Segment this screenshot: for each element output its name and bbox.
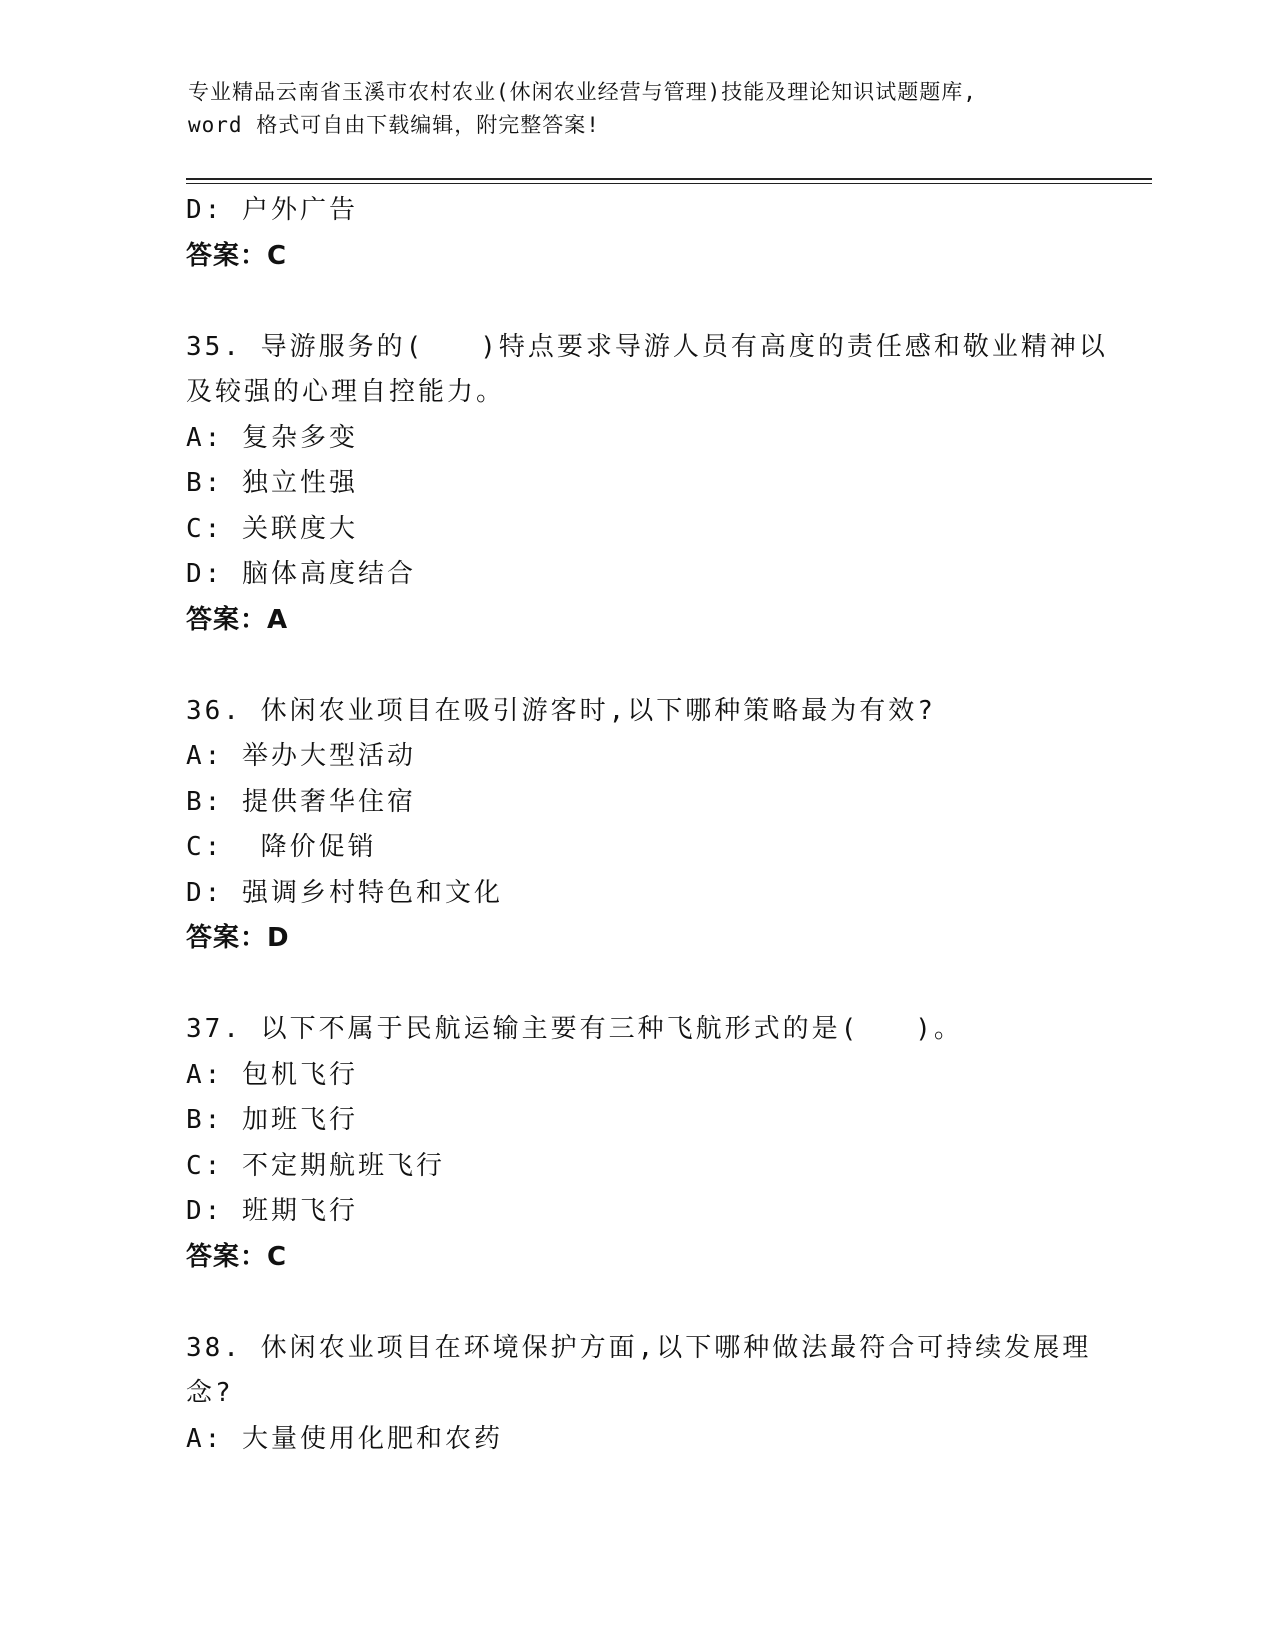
question-stem-continued: 念? [186, 1378, 234, 1408]
option-c: C: 不定期航班飞行 [186, 1150, 445, 1181]
document-body [186, 188, 1108, 1462]
option-a: A: 大量使用化肥和农药 [186, 1423, 503, 1454]
question-36 [186, 689, 1086, 962]
question-stem: 37. 以下不属于民航运输主要有三种飞航形式的是( )。 [186, 1014, 963, 1044]
option-b: B: 加班飞行 [186, 1105, 358, 1135]
question-37 [186, 1007, 1086, 1280]
option-a: A: 包机飞行 [186, 1059, 358, 1090]
option-c: C: 降价促销 [186, 832, 377, 862]
question-stem: 36. 休闲农业项目在吸引游客时,以下哪种策略最为有效? [186, 695, 936, 726]
question-stem: 38. 休闲农业项目在环境保护方面,以下哪种做法最符合可持续发展理 [186, 1332, 1092, 1363]
option-d: D: 脑体高度结合 [186, 559, 416, 589]
answer: 答案：A [186, 604, 289, 635]
answer: 答案：C [186, 240, 288, 271]
option-c: C: 关联度大 [186, 513, 358, 544]
header-line-2: word 格式可自由下载编辑，附完整答案! [188, 113, 600, 137]
option-d: D: 户外广告 [186, 195, 358, 225]
question-stem: 35. 导游服务的( )特点要求导游人员有高度的责任感和敬业精神以 [186, 331, 1108, 362]
option-a: A: 举办大型活动 [186, 741, 416, 771]
document-header [188, 76, 1088, 142]
question-34-continued [186, 188, 1086, 279]
answer: 答案：D [186, 923, 290, 953]
question-38 [186, 1326, 1092, 1463]
option-a: A: 复杂多变 [186, 422, 358, 453]
option-b: B: 提供奢华住宿 [186, 786, 416, 817]
header-line-1: 专业精品云南省玉溪市农村农业(休闲农业经营与管理)技能及理论知识试题题库, [188, 80, 977, 104]
answer: 答案：C [186, 1241, 288, 1272]
question-35 [186, 325, 1108, 644]
option-b: B: 独立性强 [186, 468, 358, 498]
option-d: D: 班期飞行 [186, 1196, 358, 1226]
option-d: D: 强调乡村特色和文化 [186, 877, 503, 908]
header-rule-thick [186, 178, 1152, 180]
question-stem-continued: 及较强的心理自控能力。 [186, 377, 506, 407]
header-rule-thin [186, 183, 1152, 184]
